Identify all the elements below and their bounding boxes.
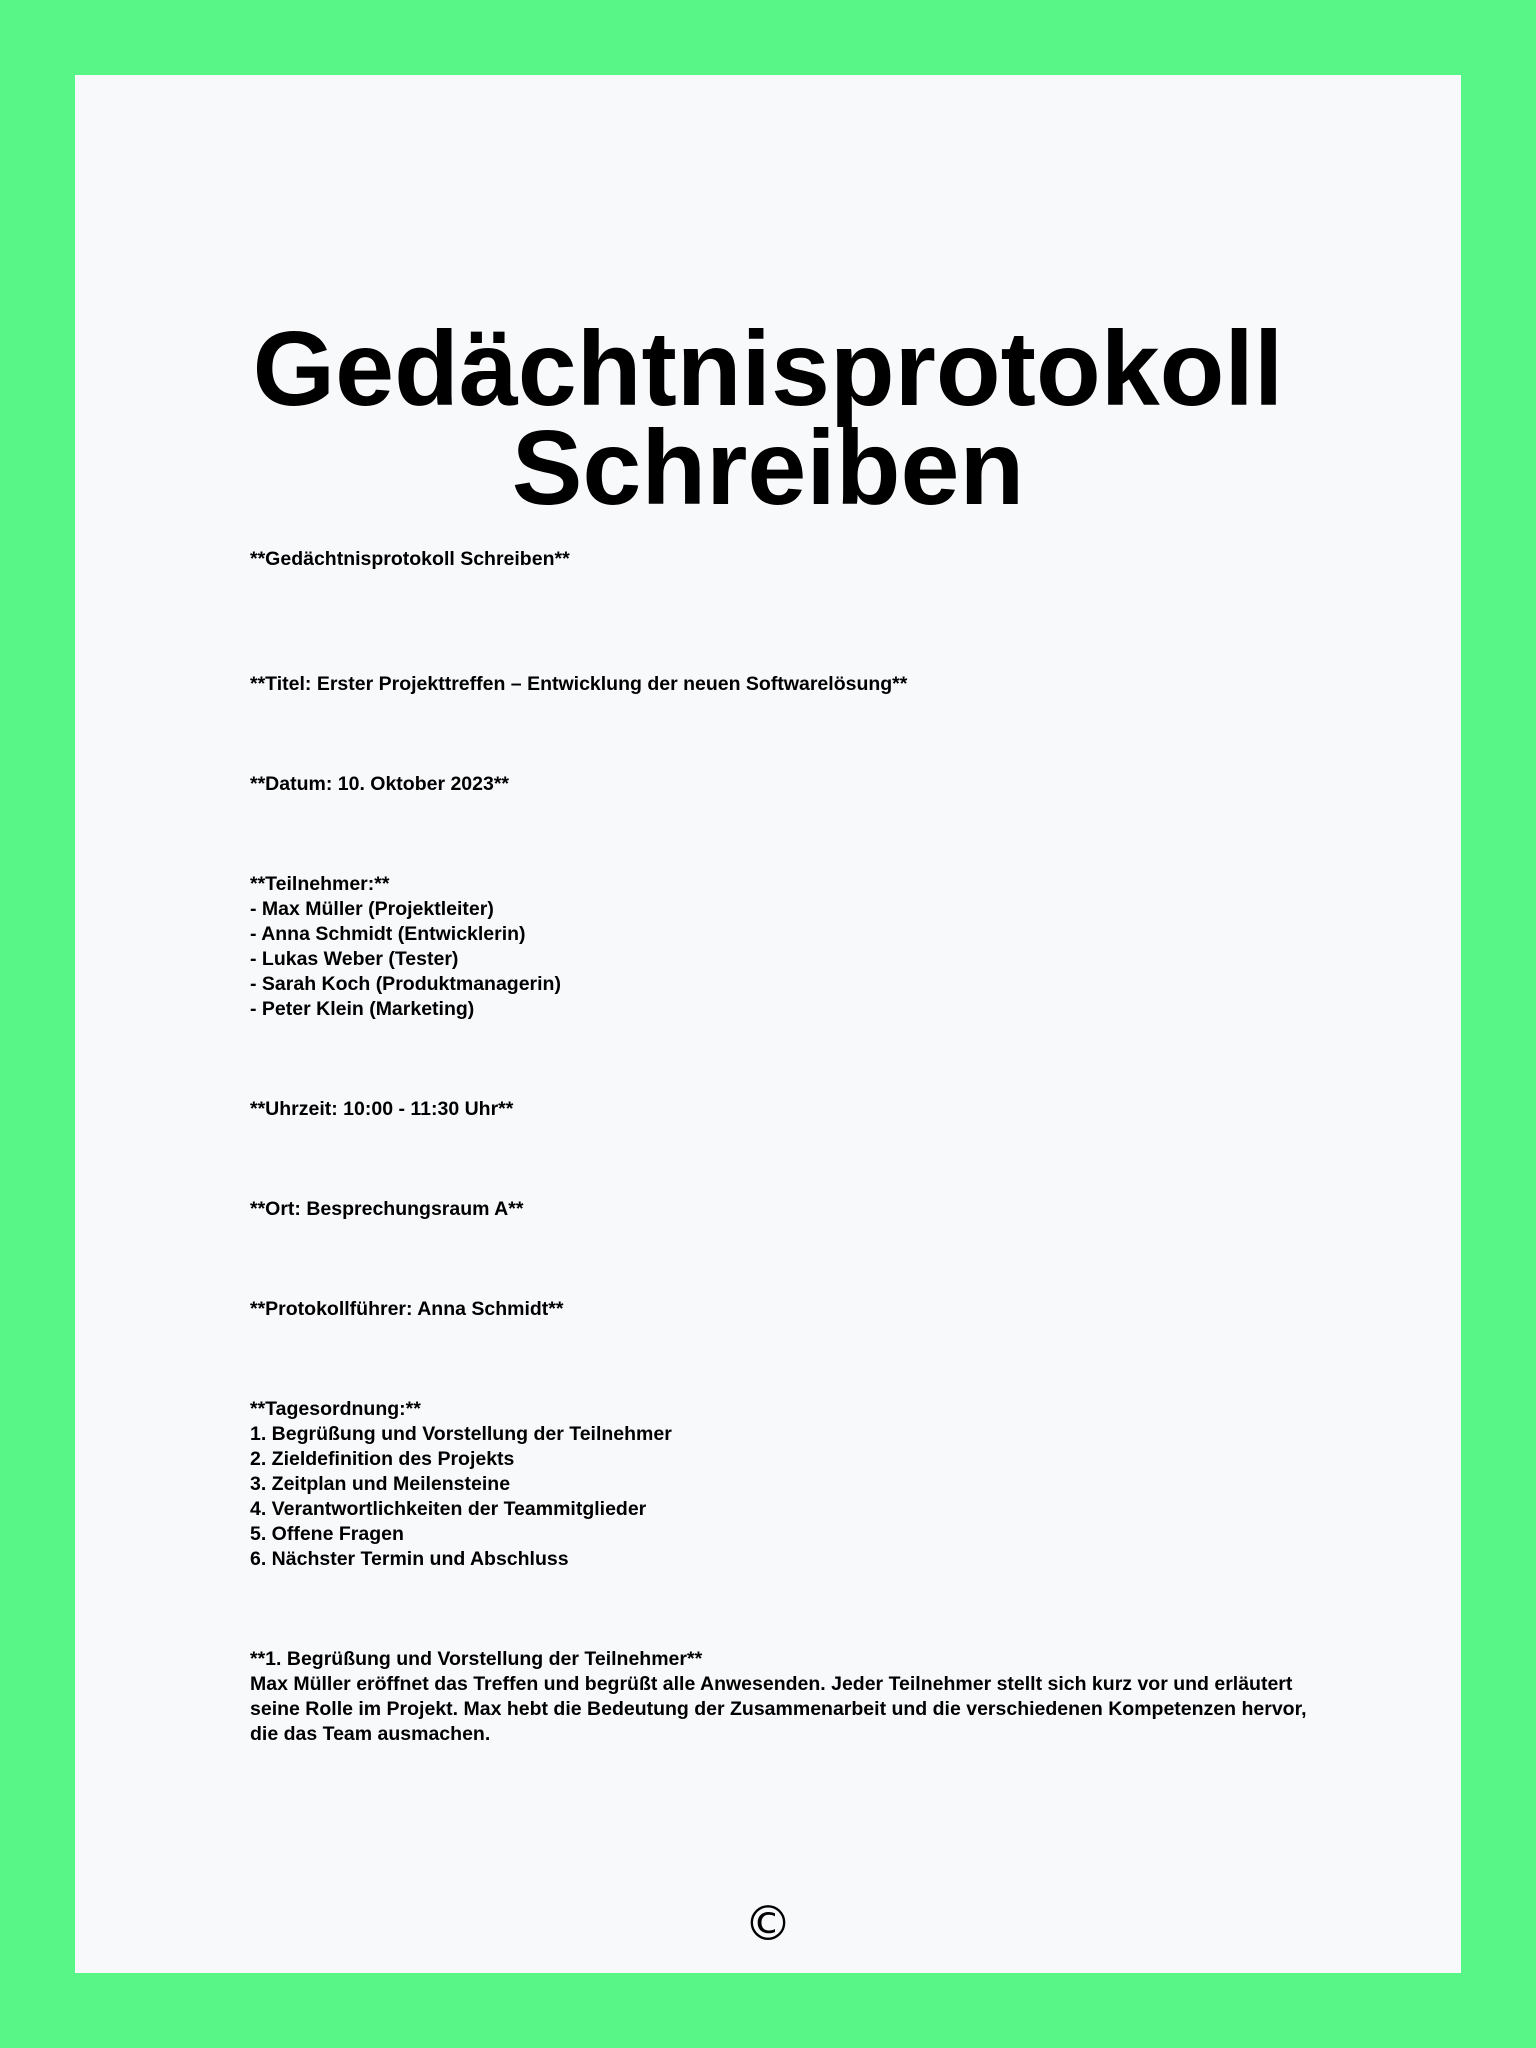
meeting-location: **Ort: Besprechungsraum A** xyxy=(250,1198,524,1220)
agenda-item: 4. Verantwortlichkeiten der Teammitglieder xyxy=(250,1498,647,1520)
document-title xyxy=(75,310,1461,527)
participant-item: - Max Müller (Projektleiter) xyxy=(250,898,494,920)
document-page xyxy=(75,75,1461,1973)
participant-item: - Anna Schmidt (Entwicklerin) xyxy=(250,923,526,945)
participants-label: **Teilnehmer:** xyxy=(250,873,390,895)
meeting-time: **Uhrzeit: 10:00 - 11:30 Uhr** xyxy=(250,1098,514,1120)
minute-taker: **Protokollführer: Anna Schmidt** xyxy=(250,1298,564,1320)
agenda-item: 6. Nächster Termin und Abschluss xyxy=(250,1548,569,1570)
agenda-label: **Tagesordnung:** xyxy=(250,1398,421,1420)
agenda-item: 3. Zeitplan und Meilensteine xyxy=(250,1473,511,1495)
meeting-date: **Datum: 10. Oktober 2023** xyxy=(250,773,510,795)
section-1-body: Max Müller eröffnet das Treffen und begrüßt alle Anwesenden. Jeder Teilnehmer stellt sich kurz vor und erläutert seine Rolle im Projekt. Max hebt die Bedeutung der Zusammenarbeit und die verschiedenen Kompetenzen hervor, die das Team ausmachen. xyxy=(250,1673,1312,1745)
document-body xyxy=(250,547,1310,1747)
meeting-title: **Titel: Erster Projekttreffen – Entwicklung der neuen Softwarelösung** xyxy=(250,673,908,695)
agenda-item: 1. Begrüßung und Vorstellung der Teilnehmer xyxy=(250,1423,672,1445)
participant-item: - Sarah Koch (Produktmanagerin) xyxy=(250,973,561,995)
agenda-item: 2. Zieldefinition des Projekts xyxy=(250,1448,515,1470)
section-1-heading: **1. Begrüßung und Vorstellung der Teilnehmer** xyxy=(250,1648,703,1670)
title-line-1: Gedächtnisprotokoll xyxy=(252,310,1284,428)
agenda-item: 5. Offene Fragen xyxy=(250,1523,404,1545)
participant-item: - Peter Klein (Marketing) xyxy=(250,998,475,1020)
copyright-icon: © xyxy=(744,1896,792,1952)
title-line-2: Schreiben xyxy=(511,409,1025,527)
participant-item: - Lukas Weber (Tester) xyxy=(250,948,459,970)
document-heading: **Gedächtnisprotokoll Schreiben** xyxy=(250,548,570,570)
